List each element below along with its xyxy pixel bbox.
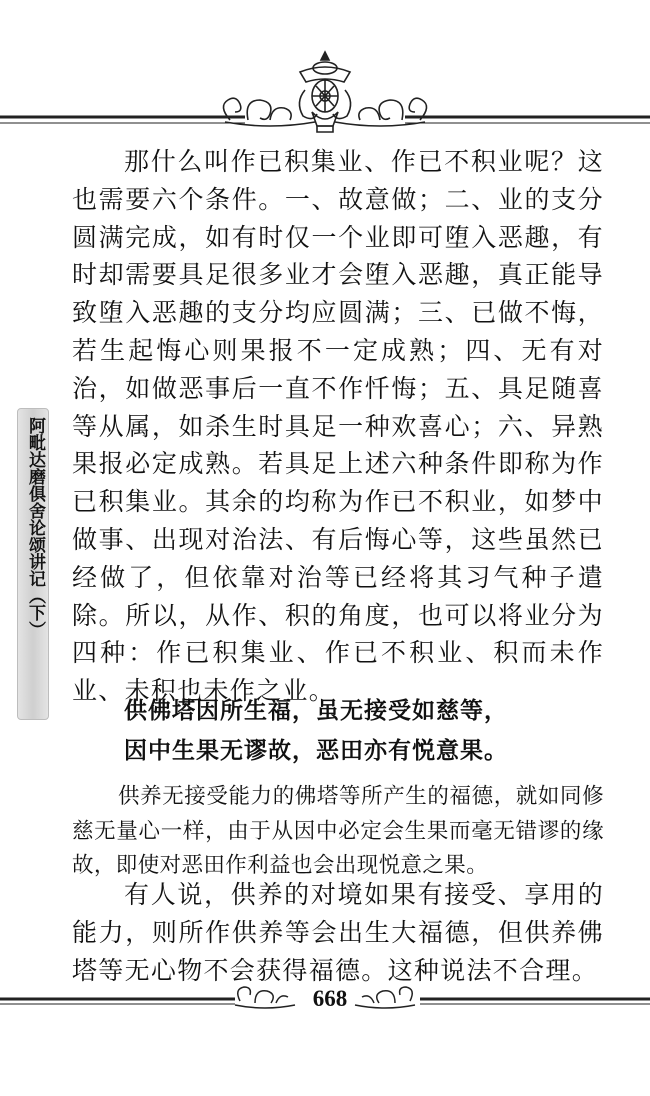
verse-line-1: 供佛塔因所生福，虽无接受如慈等， (124, 698, 508, 724)
closing-paragraph: 有人说，供养的对境如果有接受、享用的能力，则所作供养等会出生大福德，但供养佛塔等无心物不会获得福德。这种说法不合理。 (72, 880, 604, 985)
footer-right-cloud-icon (355, 987, 415, 1008)
dharma-wheel-icon (299, 52, 350, 132)
main-paragraph-block (72, 143, 604, 710)
footer-left-cloud-icon (235, 987, 295, 1008)
header-ornament (0, 50, 650, 140)
main-paragraph: 那什么叫作已积集业、作已不积业呢？这也需要六个条件。一、故意做；二、业的支分圆满完成，如有时仅一个业即可堕入恶趣，有时却需要具足很多业才会堕入恶趣，真正能导致堕入恶趣的支分均应圆满；三、已做不悔，若生起悔心则果报不一定成熟；四、无有对治，如做恶事后一直不作忏悔；五、具足随喜等从属，如杀生时具足一种欢喜心；六、异熟果报必定成熟。若具足上述六种条件即称为作已积集业。其余的均称为作已不积业，如梦中做事、出现对治法、有后悔心等，这些虽然已经做了，但依靠对治等已经将其习气种子遣除。所以，从作、积的角度，也可以将业分为四种：作已积集业、作已不积业、积而未作业、未积也未作之业。 (72, 147, 604, 706)
book-title-vertical: 阿毗达磨俱舍论颂讲记（下） (25, 417, 45, 638)
page-number: 668 (312, 986, 348, 1011)
commentary-paragraph: 供养无接受能力的佛塔等所产生的福德，就如同修慈无量心一样，由于从因中必定会生果而毫无错谬的缘故，即使对恶田作利益也会出现悦意之果。 (72, 784, 604, 878)
closing-block (72, 876, 604, 989)
side-tab (17, 408, 49, 720)
verse-line-2: 因中生果无谬故，恶田亦有悦意果。 (124, 738, 508, 764)
commentary-block (72, 780, 604, 884)
